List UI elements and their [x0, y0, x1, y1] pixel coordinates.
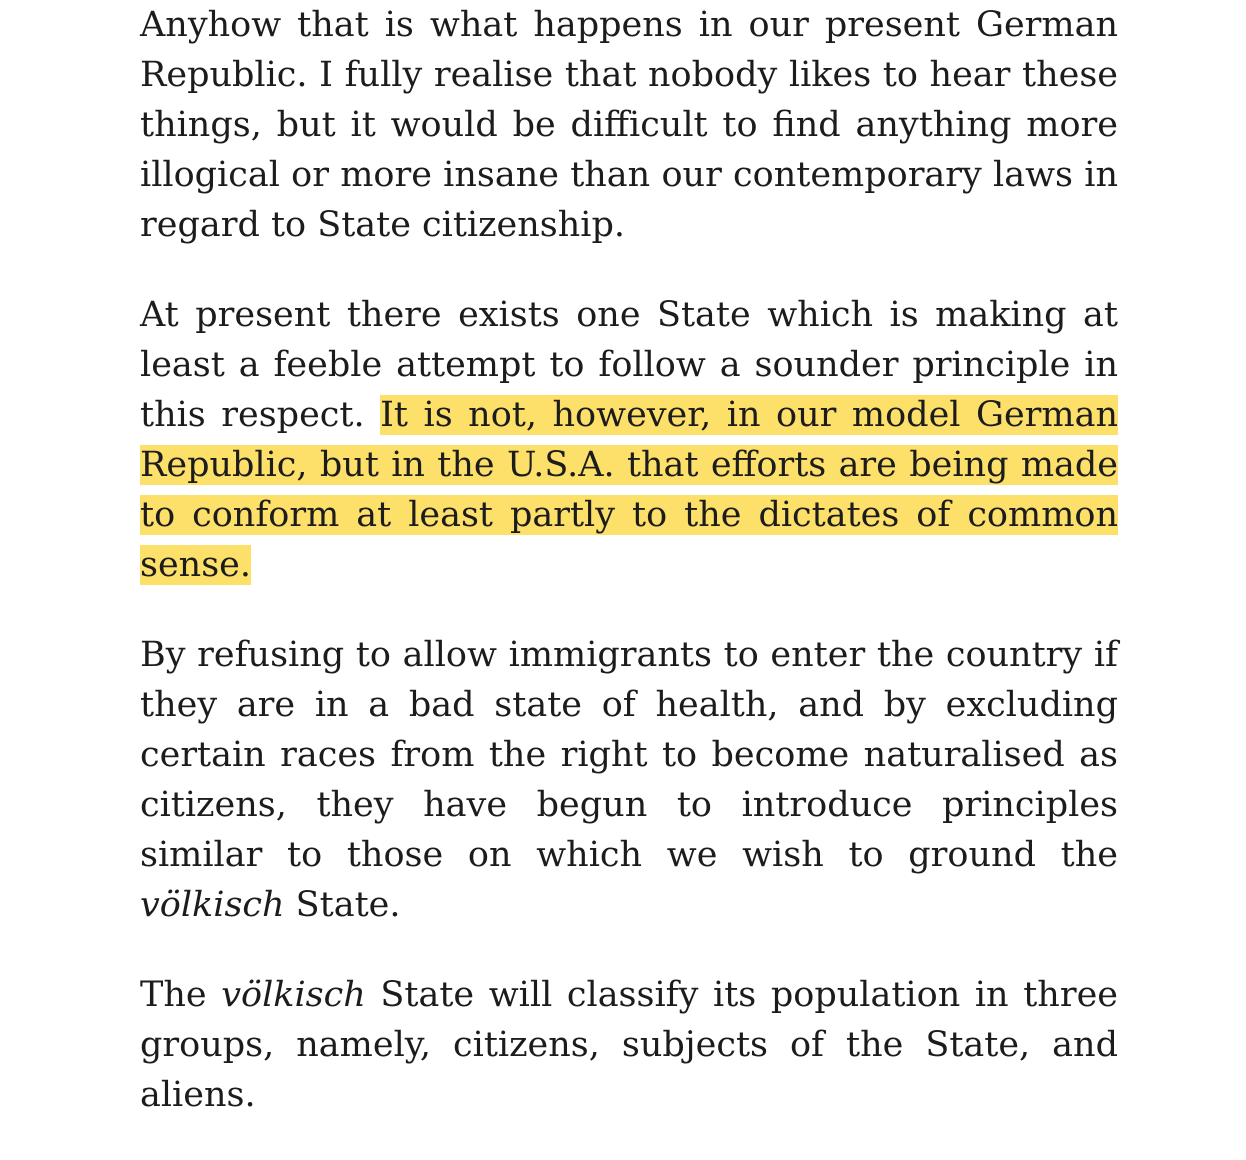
- paragraph-text: The: [140, 975, 222, 1015]
- paragraph-text: State.: [284, 885, 401, 925]
- italic-term: völkisch: [221, 975, 366, 1015]
- paragraph-text: State will classify its population in three groups, namely, citizens, subjects of the State, and aliens.: [140, 975, 1118, 1115]
- reader-page: [140, 0, 1118, 1160]
- paragraph-text: By refusing to allow immigrants to enter the country if they are in a bad state of health, and by excluding certain races from the right to become naturalised as citizens, they have begun to introduce principles similar to those on which we wish to ground the: [140, 635, 1118, 875]
- paragraph-text: Anyhow that is what happens in our present German Republic. I fully realise that nobody likes to hear these things, but it would be difficult to find anything more illogical or more insane than our contemporary laws in regard to State citizenship.: [140, 5, 1118, 245]
- paragraph-3: [140, 630, 1118, 930]
- italic-term: völkisch: [140, 885, 285, 925]
- paragraph-1: [140, 0, 1118, 250]
- paragraph-4: [140, 970, 1118, 1120]
- paragraph-2: [140, 290, 1118, 590]
- highlighted-passage[interactable]: It is not, however, in our model German Republic, but in the U.S.A. that efforts are being made to conform at least partly to the dictates of common sense.: [140, 395, 1118, 585]
- paragraph-text: At present there exists one State which is making at least a feeble attempt to follow a sounder principle in this respect.: [140, 295, 1118, 435]
